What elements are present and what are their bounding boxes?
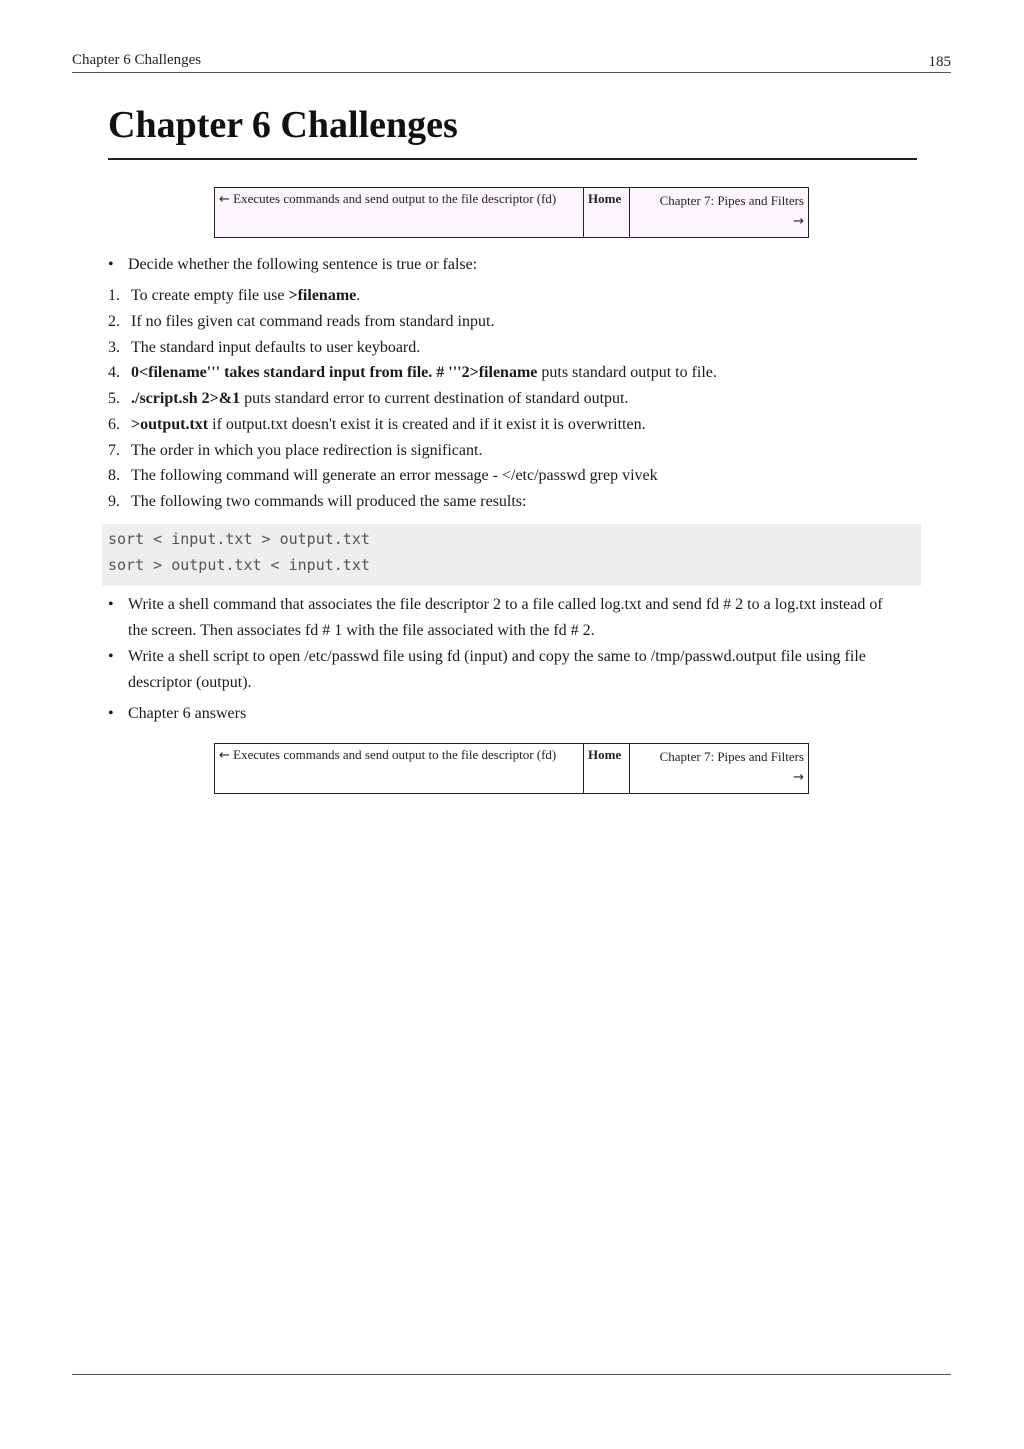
list-item: 4. 0<filename''' takes standard input from file. # '''2>filename puts standard output to file.: [108, 364, 717, 382]
code-line: sort < input.txt > output.txt: [108, 530, 370, 548]
footer-rule: [72, 1374, 951, 1375]
nav-next-label: Chapter 7: Pipes and Filters: [659, 749, 804, 764]
bullet-icon: •: [108, 596, 114, 613]
intro-bullet-text: Decide whether the following sentence is true or false:: [128, 256, 478, 273]
answers-link[interactable]: Chapter 6 answers: [128, 705, 247, 722]
arrow-left-icon: ←: [219, 192, 230, 207]
nav-next-link[interactable]: [630, 188, 808, 237]
nav-prev-link[interactable]: [215, 188, 584, 237]
list-item: 5. ./script.sh 2>&1 puts standard error to current destination of standard output.: [108, 390, 629, 407]
true-false-list: [108, 283, 908, 515]
list-item: 2. If no files given cat command reads from standard input.: [108, 312, 495, 330]
list-item: 8. The following command will generate an error message - </etc/passwd grep vivek: [108, 467, 658, 485]
bullet-icon: •: [108, 705, 114, 722]
nav-home-link[interactable]: Home: [584, 188, 630, 237]
nav-home-link[interactable]: Home: [584, 744, 630, 793]
list-item: 3. The standard input defaults to user keyboard.: [108, 338, 421, 356]
nav-prev-link[interactable]: [215, 744, 584, 793]
page-number: 185: [928, 54, 951, 70]
nav-prev-label: Executes commands and send output to the file descriptor (fd): [233, 747, 557, 762]
list-item: 9. The following two commands will produced the same results:: [108, 493, 527, 510]
bullet-icon: •: [108, 256, 114, 273]
bullet-text: Write a shell script to open /etc/passwd file using fd (input) and copy the same to /tmp/passwd.output file using file descriptor (output).: [128, 648, 866, 691]
running-header: [72, 50, 951, 73]
nav-prev-label: Executes commands and send output to the file descriptor (fd): [233, 191, 557, 206]
code-line: sort > output.txt < input.txt: [108, 556, 370, 574]
page-title: Chapter 6 Challenges: [108, 100, 917, 160]
chapter-nav-top: [214, 187, 809, 238]
nav-next-label: Chapter 7: Pipes and Filters: [659, 193, 804, 208]
arrow-left-icon: ←: [219, 748, 230, 763]
list-item: 7. The order in which you place redirection is significant.: [108, 441, 483, 459]
bullet-text: Write a shell command that associates the file descriptor 2 to a file called log.txt and send fd # 2 to a log.txt instead of the screen. Then associates fd # 1 with the file associated with the fd # 2.: [128, 596, 883, 639]
arrow-right-icon: →: [793, 770, 804, 785]
nav-next-link[interactable]: [630, 744, 808, 793]
list-item: 1. To create empty file use >filename.: [108, 287, 361, 304]
arrow-right-icon: →: [793, 214, 804, 229]
list-item: 6. >output.txt if output.txt doesn't exist it is created and if it exist it is overwritten.: [108, 415, 646, 433]
chapter-nav-bottom: [214, 743, 809, 794]
running-title: Chapter 6 Challenges: [72, 52, 202, 68]
code-block: [102, 524, 921, 586]
bullet-icon: •: [108, 648, 114, 665]
